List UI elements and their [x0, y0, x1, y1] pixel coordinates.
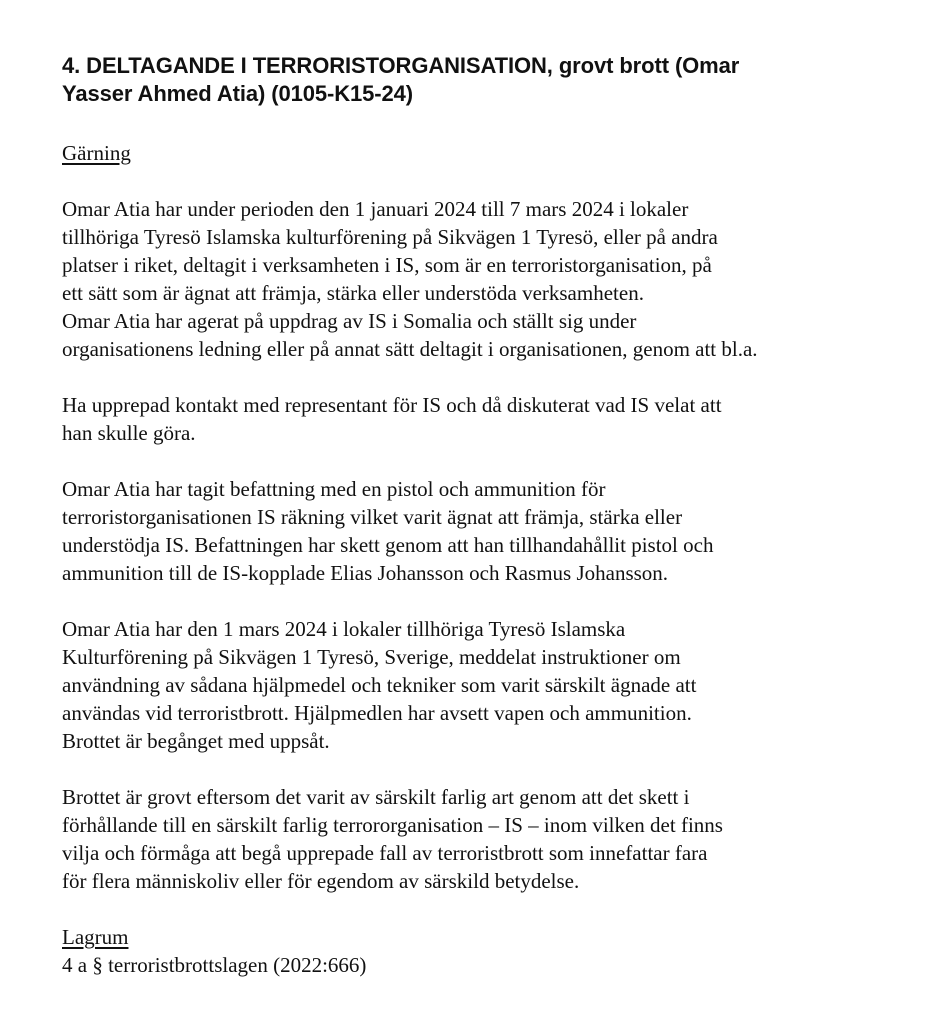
- paragraph-line: Omar Atia har den 1 mars 2024 i lokaler tillhöriga Tyresö Islamska: [62, 617, 626, 641]
- paragraph-line: han skulle göra.: [62, 421, 196, 445]
- paragraph-line: vilja och förmåga att begå upprepade fall av terroristbrott som innefattar fara: [62, 841, 708, 865]
- heading-line: Yasser Ahmed Atia) (0105-K15-24): [62, 81, 413, 106]
- paragraph-line: Omar Atia har under perioden den 1 januari 2024 till 7 mars 2024 i lokaler: [62, 197, 689, 221]
- paragraph-line: tillhöriga Tyresö Islamska kulturförening på Sikvägen 1 Tyresö, eller på andra: [62, 225, 718, 249]
- paragraph-instructions: [62, 615, 922, 755]
- paragraph-line: Omar Atia har tagit befattning med en pistol och ammunition för: [62, 477, 606, 501]
- paragraph-line: Ha upprepad kontakt med representant för IS och då diskuterat vad IS velat att: [62, 393, 722, 417]
- document-page: [62, 52, 922, 979]
- paragraph-weapon: [62, 475, 922, 587]
- paragraph-line: användas vid terroristbrott. Hjälpmedlen har avsett vapen och ammunition.: [62, 701, 692, 725]
- heading-line: 4. DELTAGANDE I TERRORISTORGANISATION, grovt brott (Omar: [62, 53, 740, 78]
- charge-heading: [62, 52, 922, 108]
- paragraph-aggravation: [62, 783, 922, 895]
- lagrum-reference: 4 a § terroristbrottslagen (2022:666): [62, 953, 367, 977]
- paragraph-line: terroristorganisationen IS räkning vilket varit ägnat att främja, stärka eller: [62, 505, 683, 529]
- paragraph-line: organisationens ledning eller på annat sätt deltagit i organisationen, genom att bl.a.: [62, 337, 758, 361]
- paragraph-line: förhållande till en särskilt farlig terrororganisation – IS – inom vilken det finns: [62, 813, 723, 837]
- paragraph-line: användning av sådana hjälpmedel och tekniker som varit särskilt ägnade att: [62, 673, 697, 697]
- paragraph-line: ammunition till de IS-kopplade Elias Johansson och Rasmus Johansson.: [62, 561, 669, 585]
- paragraph-line: Brottet är grovt eftersom det varit av särskilt farlig art genom att det skett i: [62, 785, 690, 809]
- paragraph-line: platser i riket, deltagit i verksamheten i IS, som är en terroristorganisation, på: [62, 253, 712, 277]
- paragraph-participation: [62, 195, 922, 363]
- paragraph-line: för flera människoliv eller för egendom av särskild betydelse.: [62, 869, 580, 893]
- section-label-lagrum: Lagrum: [62, 925, 129, 949]
- section-label-garning: Gärning: [62, 141, 131, 165]
- paragraph-line: understödja IS. Befattningen har skett genom att han tillhandahållit pistol och: [62, 533, 714, 557]
- paragraph-line: Omar Atia har agerat på uppdrag av IS i Somalia och ställt sig under: [62, 309, 637, 333]
- paragraph-line: Kulturförening på Sikvägen 1 Tyresö, Sverige, meddelat instruktioner om: [62, 645, 681, 669]
- paragraph-contact: [62, 391, 922, 447]
- paragraph-line: Brottet är begånget med uppsåt.: [62, 729, 330, 753]
- paragraph-line: ett sätt som är ägnat att främja, stärka eller understöda verksamheten.: [62, 281, 644, 305]
